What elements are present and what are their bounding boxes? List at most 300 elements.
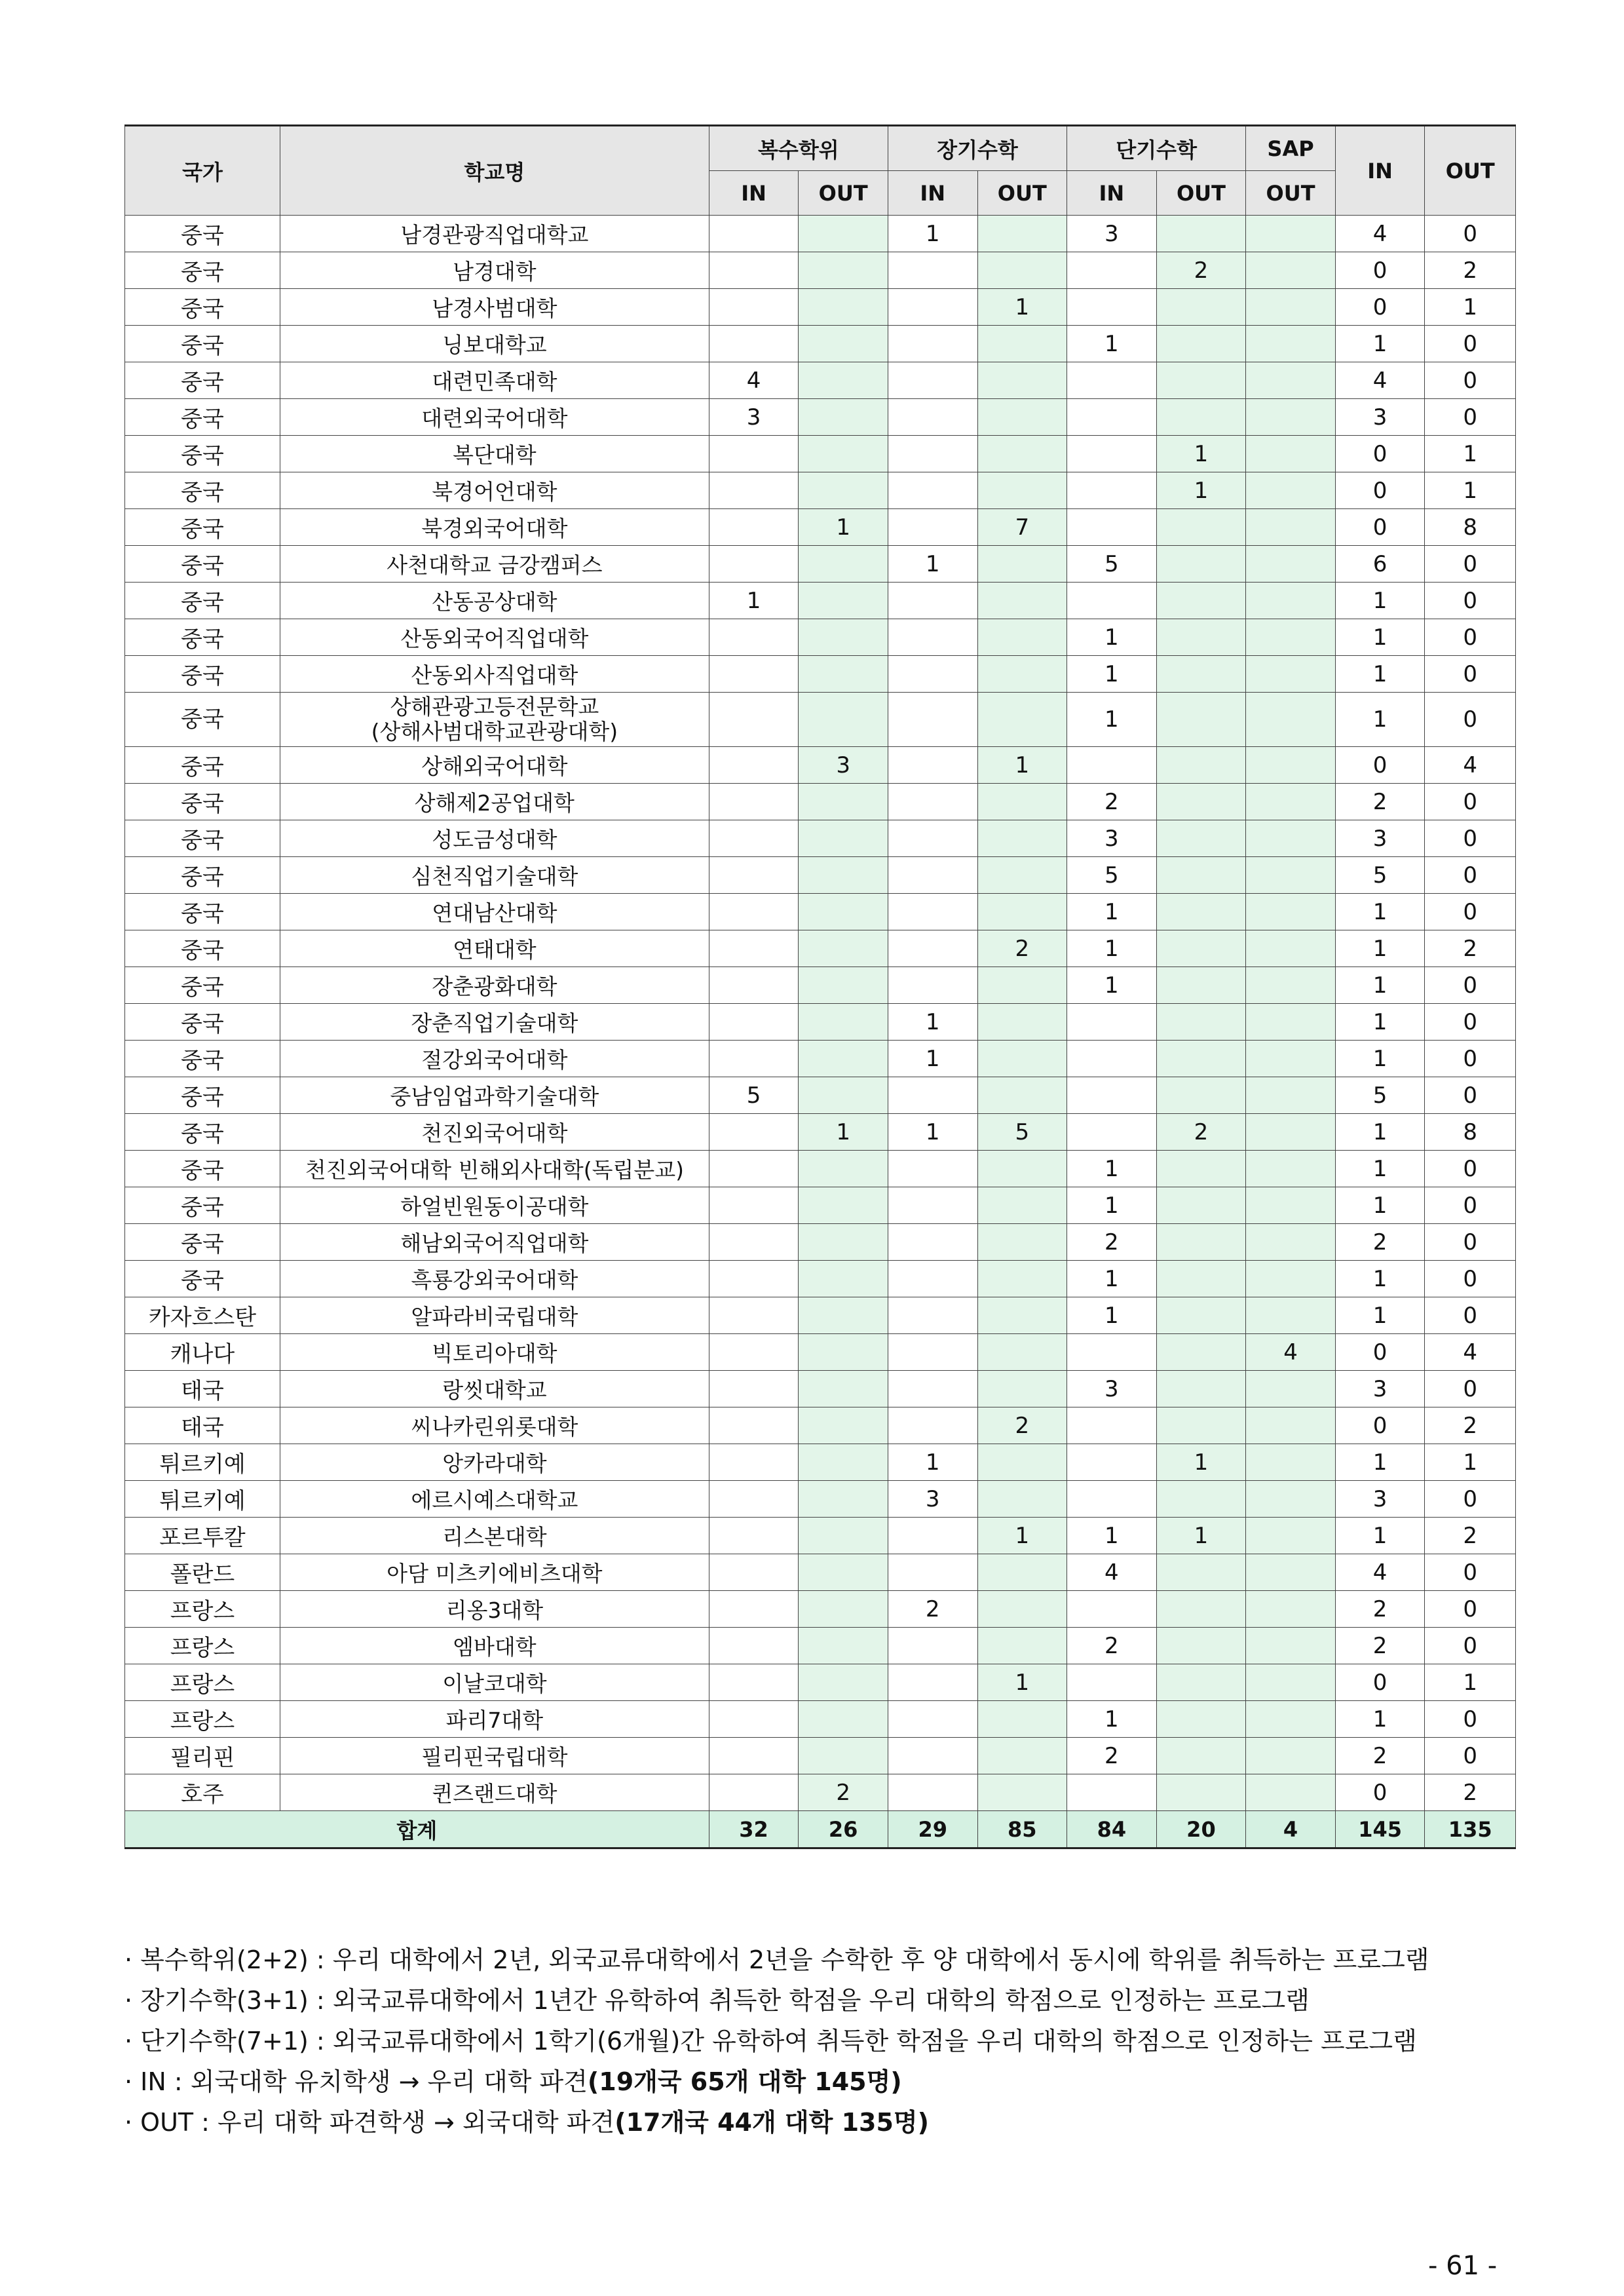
sap-out-cell — [1246, 1518, 1336, 1554]
country-cell: 중국 — [125, 967, 280, 1004]
out-total-cell: 2 — [1425, 252, 1516, 289]
long-out-cell — [977, 820, 1067, 857]
long-in-cell — [888, 1554, 977, 1591]
in-total-cell: 1 — [1335, 1187, 1425, 1224]
short-in-cell: 1 — [1067, 693, 1157, 747]
out-total-cell: 1 — [1425, 472, 1516, 509]
country-cell: 중국 — [125, 619, 280, 656]
double-out-cell — [799, 857, 888, 894]
double-in-cell — [709, 857, 799, 894]
double-in-cell — [709, 1407, 799, 1444]
short-out-cell: 2 — [1156, 1114, 1246, 1151]
school-name-line1: 상해관광고등전문학교 — [390, 694, 599, 719]
sap-out-cell — [1246, 1554, 1336, 1591]
long-out-cell — [977, 436, 1067, 472]
short-out-cell — [1156, 1224, 1246, 1261]
country-cell: 튀르키예 — [125, 1444, 280, 1481]
total-label: 합계 — [125, 1811, 709, 1848]
table-row — [125, 252, 1516, 289]
exchange-student-table — [124, 124, 1516, 1849]
double-out-cell — [799, 289, 888, 326]
double-in-cell — [709, 216, 799, 252]
double-in-cell — [709, 967, 799, 1004]
school-cell: 파리7대학 — [280, 1701, 709, 1738]
short-out-cell — [1156, 1481, 1246, 1518]
double-out-cell — [799, 436, 888, 472]
sap-out-cell — [1246, 436, 1336, 472]
long-in-cell: 3 — [888, 1481, 977, 1518]
short-in-cell — [1067, 1334, 1157, 1371]
table-row — [125, 1224, 1516, 1261]
out-total-cell: 0 — [1425, 1041, 1516, 1077]
header-sub-out: OUT — [799, 171, 888, 216]
double-out-cell: 2 — [799, 1774, 888, 1811]
country-cell: 튀르키예 — [125, 1481, 280, 1518]
long-in-cell — [888, 693, 977, 747]
long-in-cell: 1 — [888, 1444, 977, 1481]
short-in-cell — [1067, 1591, 1157, 1628]
double-in-cell — [709, 1261, 799, 1297]
double-in-cell — [709, 436, 799, 472]
header-in-total: IN — [1335, 126, 1425, 216]
in-total-cell: 1 — [1335, 1114, 1425, 1151]
short-in-cell: 3 — [1067, 216, 1157, 252]
in-total-cell: 3 — [1335, 399, 1425, 436]
table-body — [125, 216, 1516, 1848]
in-total-cell: 1 — [1335, 1518, 1425, 1554]
table-row — [125, 820, 1516, 857]
short-in-cell — [1067, 1041, 1157, 1077]
long-out-cell: 1 — [977, 289, 1067, 326]
short-in-cell: 1 — [1067, 326, 1157, 362]
short-out-cell — [1156, 1151, 1246, 1187]
long-out-cell — [977, 1334, 1067, 1371]
long-in-cell — [888, 362, 977, 399]
short-in-cell — [1067, 1774, 1157, 1811]
school-name-line2: (상해사범대학교관광대학) — [371, 719, 618, 744]
double-in-cell — [709, 1518, 799, 1554]
in-total-cell: 0 — [1335, 747, 1425, 784]
long-in-cell — [888, 1261, 977, 1297]
total-row — [125, 1811, 1516, 1848]
double-out-cell — [799, 820, 888, 857]
short-out-cell — [1156, 289, 1246, 326]
double-in-cell: 4 — [709, 362, 799, 399]
in-total-cell: 3 — [1335, 1371, 1425, 1407]
country-cell: 포르투칼 — [125, 1518, 280, 1554]
in-total-cell: 6 — [1335, 546, 1425, 583]
header-sub-out: OUT — [1246, 171, 1336, 216]
out-total-cell: 0 — [1425, 693, 1516, 747]
out-total-cell: 0 — [1425, 967, 1516, 1004]
sap-out-cell — [1246, 509, 1336, 546]
table-row — [125, 747, 1516, 784]
short-out-cell — [1156, 930, 1246, 967]
sap-out-cell — [1246, 1261, 1336, 1297]
school-cell: 에르시예스대학교 — [280, 1481, 709, 1518]
in-total-cell: 2 — [1335, 1738, 1425, 1774]
table-row — [125, 857, 1516, 894]
in-total-cell: 5 — [1335, 1077, 1425, 1114]
long-out-cell: 7 — [977, 509, 1067, 546]
table-row — [125, 1701, 1516, 1738]
long-out-cell — [977, 546, 1067, 583]
long-in-cell — [888, 509, 977, 546]
short-in-cell: 1 — [1067, 619, 1157, 656]
school-cell: 필리핀국립대학 — [280, 1738, 709, 1774]
sap-out-cell — [1246, 216, 1336, 252]
short-out-cell — [1156, 784, 1246, 820]
double-out-cell — [799, 1187, 888, 1224]
table-row — [125, 693, 1516, 747]
short-in-cell — [1067, 509, 1157, 546]
sap-out-cell — [1246, 1297, 1336, 1334]
total-long-in: 29 — [888, 1811, 977, 1848]
out-total-cell: 0 — [1425, 326, 1516, 362]
out-total-cell: 0 — [1425, 546, 1516, 583]
double-in-cell — [709, 1664, 799, 1701]
sap-out-cell — [1246, 820, 1336, 857]
in-total-cell: 4 — [1335, 216, 1425, 252]
short-out-cell — [1156, 1187, 1246, 1224]
school-cell: 상해제2공업대학 — [280, 784, 709, 820]
double-in-cell: 3 — [709, 399, 799, 436]
out-total-cell: 0 — [1425, 1738, 1516, 1774]
note-out: · OUT : 우리 대학 파견학생 → 외국대학 파견(17개국 44개 대학 135명) — [124, 2108, 929, 2137]
short-in-cell: 1 — [1067, 967, 1157, 1004]
double-in-cell — [709, 1004, 799, 1041]
country-cell: 프랑스 — [125, 1664, 280, 1701]
school-cell: 남경사범대학 — [280, 289, 709, 326]
out-total-cell: 0 — [1425, 216, 1516, 252]
long-in-cell — [888, 1701, 977, 1738]
header-school: 학교명 — [280, 126, 709, 216]
out-total-cell: 0 — [1425, 1004, 1516, 1041]
table-row — [125, 1151, 1516, 1187]
school-cell: 흑룡강외국어대학 — [280, 1261, 709, 1297]
short-in-cell — [1067, 399, 1157, 436]
double-out-cell — [799, 1554, 888, 1591]
table-row — [125, 509, 1516, 546]
double-in-cell — [709, 1628, 799, 1664]
in-total-cell: 0 — [1335, 509, 1425, 546]
short-out-cell — [1156, 583, 1246, 619]
school-cell: 엠바대학 — [280, 1628, 709, 1664]
country-cell: 필리핀 — [125, 1738, 280, 1774]
double-out-cell — [799, 362, 888, 399]
short-in-cell: 2 — [1067, 1224, 1157, 1261]
long-out-cell: 5 — [977, 1114, 1067, 1151]
short-out-cell — [1156, 1297, 1246, 1334]
school-cell: 천진외국어대학 — [280, 1114, 709, 1151]
short-in-cell: 1 — [1067, 656, 1157, 693]
school-cell: 닝보대학교 — [280, 326, 709, 362]
double-out-cell — [799, 656, 888, 693]
double-in-cell — [709, 1114, 799, 1151]
short-in-cell — [1067, 436, 1157, 472]
header-sap: SAP — [1246, 126, 1336, 171]
out-total-cell: 0 — [1425, 1554, 1516, 1591]
sap-out-cell — [1246, 1041, 1336, 1077]
short-in-cell: 1 — [1067, 1297, 1157, 1334]
long-out-cell — [977, 1371, 1067, 1407]
long-in-cell — [888, 967, 977, 1004]
in-total-cell: 1 — [1335, 1041, 1425, 1077]
sap-out-cell — [1246, 362, 1336, 399]
double-out-cell — [799, 1261, 888, 1297]
long-out-cell — [977, 619, 1067, 656]
double-in-cell — [709, 546, 799, 583]
sap-out-cell — [1246, 693, 1336, 747]
long-out-cell — [977, 1151, 1067, 1187]
double-out-cell — [799, 1738, 888, 1774]
short-out-cell: 2 — [1156, 252, 1246, 289]
school-cell: 퀸즈랜드대학 — [280, 1774, 709, 1811]
long-in-cell — [888, 857, 977, 894]
table-row — [125, 1077, 1516, 1114]
school-cell: 천진외국어대학 빈해외사대학(독립분교) — [280, 1151, 709, 1187]
out-total-cell: 0 — [1425, 894, 1516, 930]
double-in-cell — [709, 619, 799, 656]
country-cell: 중국 — [125, 1041, 280, 1077]
country-cell: 중국 — [125, 1004, 280, 1041]
long-in-cell — [888, 747, 977, 784]
long-in-cell — [888, 583, 977, 619]
short-in-cell: 1 — [1067, 1261, 1157, 1297]
long-in-cell — [888, 1077, 977, 1114]
table-row — [125, 1407, 1516, 1444]
sap-out-cell — [1246, 472, 1336, 509]
short-in-cell: 2 — [1067, 1738, 1157, 1774]
in-total-cell: 1 — [1335, 326, 1425, 362]
long-in-cell: 1 — [888, 546, 977, 583]
sap-out-cell — [1246, 747, 1336, 784]
out-total-cell: 2 — [1425, 1407, 1516, 1444]
long-out-cell — [977, 583, 1067, 619]
note-short-term: · 단기수학(7+1) : 외국교류대학에서 1학기(6개월)간 유학하여 취득한 학점을 우리 대학의 학점으로 인정하는 프로그램 — [124, 2027, 1417, 2056]
double-in-cell — [709, 1297, 799, 1334]
long-in-cell — [888, 252, 977, 289]
short-out-cell: 1 — [1156, 436, 1246, 472]
in-total-cell: 1 — [1335, 1261, 1425, 1297]
country-cell: 중국 — [125, 1151, 280, 1187]
long-out-cell — [977, 1628, 1067, 1664]
long-in-cell: 1 — [888, 1041, 977, 1077]
long-in-cell — [888, 1151, 977, 1187]
table-row — [125, 583, 1516, 619]
country-cell: 중국 — [125, 1261, 280, 1297]
long-out-cell — [977, 216, 1067, 252]
out-total-cell: 0 — [1425, 399, 1516, 436]
short-out-cell — [1156, 1664, 1246, 1701]
long-in-cell — [888, 1224, 977, 1261]
out-total-cell: 0 — [1425, 1077, 1516, 1114]
short-out-cell — [1156, 619, 1246, 656]
out-total-cell: 4 — [1425, 747, 1516, 784]
table-row — [125, 1371, 1516, 1407]
short-in-cell: 1 — [1067, 894, 1157, 930]
long-in-cell — [888, 894, 977, 930]
table-row — [125, 362, 1516, 399]
short-out-cell — [1156, 216, 1246, 252]
short-out-cell — [1156, 362, 1246, 399]
table-row — [125, 1297, 1516, 1334]
country-cell: 캐나다 — [125, 1334, 280, 1371]
sap-out-cell — [1246, 930, 1336, 967]
short-out-cell: 1 — [1156, 472, 1246, 509]
school-cell: 산동공상대학 — [280, 583, 709, 619]
short-out-cell — [1156, 399, 1246, 436]
double-out-cell: 1 — [799, 509, 888, 546]
sap-out-cell — [1246, 1444, 1336, 1481]
school-cell: 복단대학 — [280, 436, 709, 472]
school-cell: 심천직업기술대학 — [280, 857, 709, 894]
country-cell: 중국 — [125, 252, 280, 289]
double-out-cell — [799, 1628, 888, 1664]
in-total-cell: 1 — [1335, 1297, 1425, 1334]
long-out-cell: 1 — [977, 747, 1067, 784]
country-cell: 중국 — [125, 1077, 280, 1114]
short-out-cell — [1156, 1738, 1246, 1774]
long-out-cell — [977, 1261, 1067, 1297]
double-in-cell — [709, 1041, 799, 1077]
school-cell: 사천대학교 금강캠퍼스 — [280, 546, 709, 583]
short-out-cell — [1156, 747, 1246, 784]
country-cell: 중국 — [125, 509, 280, 546]
country-cell: 태국 — [125, 1407, 280, 1444]
double-out-cell — [799, 216, 888, 252]
in-total-cell: 0 — [1335, 252, 1425, 289]
double-in-cell — [709, 747, 799, 784]
table-row — [125, 1664, 1516, 1701]
in-total-cell: 2 — [1335, 1224, 1425, 1261]
short-out-cell — [1156, 546, 1246, 583]
double-in-cell — [709, 509, 799, 546]
short-out-cell — [1156, 1261, 1246, 1297]
long-out-cell — [977, 1077, 1067, 1114]
long-out-cell — [977, 472, 1067, 509]
double-in-cell: 5 — [709, 1077, 799, 1114]
sap-out-cell: 4 — [1246, 1334, 1336, 1371]
short-out-cell — [1156, 1041, 1246, 1077]
short-out-cell — [1156, 1591, 1246, 1628]
sap-out-cell — [1246, 1224, 1336, 1261]
short-in-cell — [1067, 583, 1157, 619]
total-double-in: 32 — [709, 1811, 799, 1848]
short-in-cell: 4 — [1067, 1554, 1157, 1591]
long-in-cell — [888, 1664, 977, 1701]
school-cell: 북경외국어대학 — [280, 509, 709, 546]
total-out-total: 135 — [1425, 1811, 1516, 1848]
double-out-cell — [799, 1371, 888, 1407]
school-cell: 연태대학 — [280, 930, 709, 967]
long-out-cell: 1 — [977, 1664, 1067, 1701]
double-out-cell: 3 — [799, 747, 888, 784]
out-total-cell: 1 — [1425, 289, 1516, 326]
short-out-cell — [1156, 1077, 1246, 1114]
long-in-cell — [888, 1187, 977, 1224]
school-cell: 해남외국어직업대학 — [280, 1224, 709, 1261]
double-in-cell — [709, 1224, 799, 1261]
out-total-cell: 0 — [1425, 1187, 1516, 1224]
long-out-cell — [977, 1774, 1067, 1811]
table-row — [125, 1628, 1516, 1664]
double-in-cell — [709, 894, 799, 930]
short-in-cell — [1067, 747, 1157, 784]
long-in-cell — [888, 930, 977, 967]
school-cell: 랑씻대학교 — [280, 1371, 709, 1407]
long-out-cell — [977, 967, 1067, 1004]
long-in-cell — [888, 1738, 977, 1774]
long-out-cell — [977, 1481, 1067, 1518]
short-in-cell — [1067, 1407, 1157, 1444]
double-in-cell — [709, 656, 799, 693]
in-total-cell: 0 — [1335, 289, 1425, 326]
school-cell: 절강외국어대학 — [280, 1041, 709, 1077]
long-in-cell — [888, 619, 977, 656]
in-total-cell: 1 — [1335, 1004, 1425, 1041]
school-cell: 중남임업과학기술대학 — [280, 1077, 709, 1114]
sap-out-cell — [1246, 1774, 1336, 1811]
country-cell: 호주 — [125, 1774, 280, 1811]
long-in-cell: 1 — [888, 1004, 977, 1041]
short-in-cell — [1067, 1077, 1157, 1114]
table-row — [125, 1774, 1516, 1811]
double-in-cell — [709, 252, 799, 289]
school-cell: 대련외국어대학 — [280, 399, 709, 436]
table-row — [125, 619, 1516, 656]
note-long-term: · 장기수학(3+1) : 외국교류대학에서 1년간 유학하여 취득한 학점을 우리 대학의 학점으로 인정하는 프로그램 — [124, 1986, 1310, 2015]
double-out-cell — [799, 1407, 888, 1444]
total-short-out: 20 — [1156, 1811, 1246, 1848]
sap-out-cell — [1246, 1151, 1336, 1187]
in-total-cell: 0 — [1335, 1664, 1425, 1701]
long-out-cell: 2 — [977, 1407, 1067, 1444]
country-cell: 중국 — [125, 1187, 280, 1224]
country-cell: 중국 — [125, 656, 280, 693]
sap-out-cell — [1246, 967, 1336, 1004]
long-in-cell — [888, 289, 977, 326]
short-in-cell: 3 — [1067, 820, 1157, 857]
country-cell: 중국 — [125, 216, 280, 252]
header-sub-in: IN — [888, 171, 977, 216]
long-out-cell — [977, 894, 1067, 930]
sap-out-cell — [1246, 857, 1336, 894]
in-total-cell: 0 — [1335, 472, 1425, 509]
short-in-cell — [1067, 362, 1157, 399]
double-in-cell — [709, 1554, 799, 1591]
in-total-cell: 5 — [1335, 857, 1425, 894]
double-in-cell — [709, 1151, 799, 1187]
short-out-cell — [1156, 656, 1246, 693]
long-in-cell — [888, 784, 977, 820]
short-in-cell: 1 — [1067, 1187, 1157, 1224]
short-in-cell — [1067, 1004, 1157, 1041]
out-total-cell: 0 — [1425, 1297, 1516, 1334]
in-total-cell: 4 — [1335, 362, 1425, 399]
table-row — [125, 1004, 1516, 1041]
total-in-total: 145 — [1335, 1811, 1425, 1848]
in-total-cell: 0 — [1335, 1774, 1425, 1811]
country-cell: 중국 — [125, 820, 280, 857]
table-header — [125, 126, 1516, 216]
in-total-cell: 2 — [1335, 1628, 1425, 1664]
short-in-cell: 2 — [1067, 1628, 1157, 1664]
school-cell — [280, 693, 709, 747]
short-out-cell — [1156, 326, 1246, 362]
double-out-cell — [799, 784, 888, 820]
sap-out-cell — [1246, 546, 1336, 583]
